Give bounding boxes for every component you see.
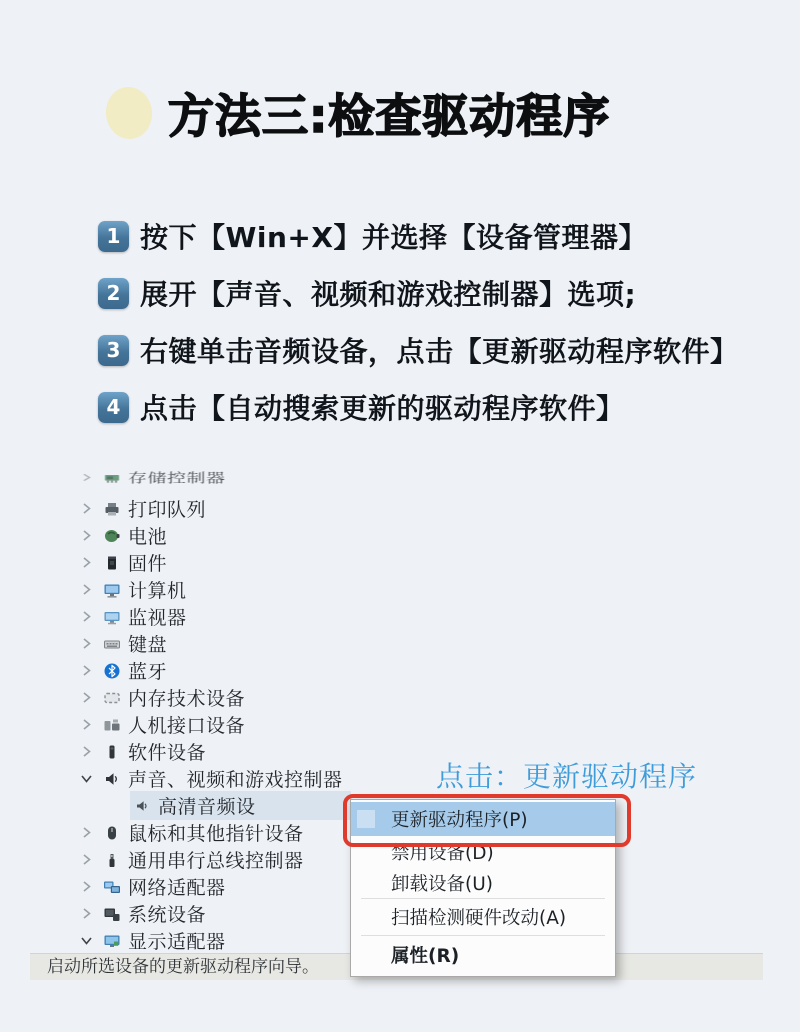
tree-item[interactable]	[80, 603, 351, 630]
monitor-icon	[102, 608, 122, 626]
chevron-icon[interactable]	[80, 718, 100, 732]
tree-item[interactable]	[80, 468, 351, 487]
chevron-icon[interactable]	[80, 691, 100, 705]
step-item	[98, 277, 739, 309]
chevron-icon[interactable]	[80, 556, 100, 570]
tree-item-body[interactable]	[100, 710, 249, 739]
keyboard-icon	[102, 635, 122, 653]
tree-item[interactable]	[80, 711, 351, 738]
title-bullet-dot	[103, 85, 154, 142]
device-tree	[80, 468, 351, 954]
tree-item[interactable]	[80, 657, 351, 684]
tree-item-label: 固件	[128, 553, 168, 575]
step-item	[98, 220, 739, 252]
step-item	[98, 334, 739, 366]
audio-device-icon	[132, 797, 152, 815]
tree-item-label: 网络适配器	[128, 877, 226, 899]
context-menu-item-label: 扫描检测硬件改动(A)	[391, 908, 567, 929]
tree-item-body[interactable]	[100, 494, 210, 523]
chevron-icon[interactable]	[80, 610, 100, 624]
tree-item[interactable]	[80, 684, 351, 711]
step-number-badge: 4	[98, 392, 129, 423]
tree-item-label: 鼠标和其他指针设备	[128, 823, 304, 845]
context-menu-item-label: 禁用设备(D)	[391, 842, 494, 864]
tree-item-label: 内存技术设备	[128, 688, 246, 710]
mouse-icon	[102, 824, 122, 842]
step-item	[98, 391, 739, 423]
tree-item-body[interactable]	[130, 791, 351, 820]
page-title: 方法三:检查驱动程序	[168, 89, 611, 143]
tree-item-body[interactable]	[100, 737, 210, 766]
step-number-badge: 2	[98, 278, 129, 309]
tree-item-body[interactable]	[100, 656, 171, 685]
context-menu	[350, 799, 616, 977]
tree-item[interactable]	[80, 792, 351, 819]
tree-item-body[interactable]	[100, 683, 249, 712]
context-menu-item-label: 卸载设备(U)	[391, 873, 493, 895]
title-row	[106, 80, 610, 146]
network-icon	[102, 878, 122, 896]
tree-item-label: 系统设备	[128, 904, 207, 926]
tree-item-label: 通用串行总线控制器	[128, 850, 304, 872]
context-menu-item[interactable]	[351, 802, 615, 836]
chevron-icon[interactable]	[80, 583, 100, 597]
update-driver-annotation: 点击：更新驱动程序	[436, 760, 698, 793]
tree-item-label: 蓝牙	[128, 661, 168, 683]
tree-item[interactable]	[80, 846, 351, 873]
step-number-badge: 3	[98, 335, 129, 366]
tree-item-label: 声音、视频和游戏控制器	[128, 769, 343, 791]
chevron-icon[interactable]	[80, 880, 100, 894]
chevron-icon[interactable]	[80, 799, 100, 813]
tree-item[interactable]	[80, 738, 351, 765]
computer-icon	[102, 581, 122, 599]
memory-icon	[102, 689, 122, 707]
tree-item-body[interactable]	[100, 548, 171, 577]
tree-item-label: 计算机	[128, 580, 187, 602]
tree-item[interactable]	[80, 927, 351, 954]
chevron-icon[interactable]	[80, 772, 100, 786]
context-menu-item-label: 属性(R)	[391, 946, 460, 967]
tree-item-body[interactable]	[100, 899, 210, 928]
tree-item[interactable]	[80, 576, 351, 603]
system-icon	[102, 905, 122, 923]
chevron-icon[interactable]	[80, 745, 100, 759]
chevron-icon[interactable]	[80, 826, 100, 840]
context-menu-item-label: 更新驱动程序(P)	[391, 810, 528, 831]
chevron-icon[interactable]	[80, 907, 100, 921]
tree-item-label: 打印队列	[128, 499, 207, 521]
chevron-icon[interactable]	[80, 473, 100, 483]
tree-item-body[interactable]	[100, 845, 308, 874]
chevron-icon[interactable]	[80, 529, 100, 543]
tree-item-label: 人机接口设备	[128, 715, 246, 737]
tree-item[interactable]	[80, 765, 351, 792]
tree-item[interactable]	[80, 495, 351, 522]
tree-item-body[interactable]	[100, 926, 230, 955]
tree-item-label: 高清音频设	[158, 796, 256, 818]
tree-item-body[interactable]	[100, 872, 230, 901]
printer-icon	[102, 500, 122, 518]
tree-item[interactable]	[80, 549, 351, 576]
context-menu-item[interactable]	[351, 899, 615, 935]
tree-item-label: 显示适配器	[128, 931, 226, 953]
context-menu-item[interactable]	[351, 867, 615, 898]
chevron-icon[interactable]	[80, 502, 100, 516]
software-icon	[102, 743, 122, 761]
step-text: 右键单击音频设备，点击【更新驱动程序软件】	[140, 335, 739, 368]
step-text: 展开【声音、视频和游戏控制器】选项;	[140, 278, 637, 311]
tree-item-body[interactable]	[100, 575, 191, 604]
usb-icon	[102, 851, 122, 869]
steps-list	[98, 220, 739, 448]
hid-icon	[102, 716, 122, 734]
chevron-icon[interactable]	[80, 934, 100, 948]
tree-item-label: 键盘	[128, 634, 168, 656]
tree-item[interactable]	[80, 873, 351, 900]
tree-item[interactable]	[80, 900, 351, 927]
step-text: 点击【自动搜索更新的驱动程序软件】	[140, 392, 625, 425]
tree-item-body[interactable]	[100, 602, 191, 631]
chevron-icon[interactable]	[80, 637, 100, 651]
tree-item-body[interactable]	[100, 629, 171, 658]
chevron-icon[interactable]	[80, 664, 100, 678]
display-icon	[102, 932, 122, 950]
tree-item-label: 电池	[128, 526, 168, 548]
tree-item-label: 监视器	[128, 607, 187, 629]
tree-item-body[interactable]	[100, 818, 308, 847]
tree-item-body[interactable]	[100, 467, 230, 487]
tree-item[interactable]	[80, 630, 351, 657]
tree-item-label: 存储控制器	[128, 470, 226, 487]
menu-item-icon-chip	[357, 810, 375, 828]
context-menu-item[interactable]	[351, 936, 615, 974]
tree-item-label: 软件设备	[128, 742, 207, 764]
tree-item-body[interactable]	[100, 764, 347, 793]
bluetooth-icon	[102, 662, 122, 680]
chevron-icon[interactable]	[80, 853, 100, 867]
context-menu-item[interactable]	[351, 836, 615, 867]
tree-item[interactable]	[80, 522, 351, 549]
status-bar: 启动所选设备的更新驱动程序向导。	[30, 953, 763, 980]
speaker-icon	[102, 770, 122, 788]
firmware-icon	[102, 554, 122, 572]
tree-item[interactable]	[80, 819, 351, 846]
step-text: 按下【Win+X】并选择【设备管理器】	[140, 221, 647, 254]
step-number-badge: 1	[98, 221, 129, 252]
tree-item-body[interactable]	[100, 521, 171, 550]
storage-controller-icon	[102, 471, 122, 484]
battery-icon	[102, 527, 122, 545]
